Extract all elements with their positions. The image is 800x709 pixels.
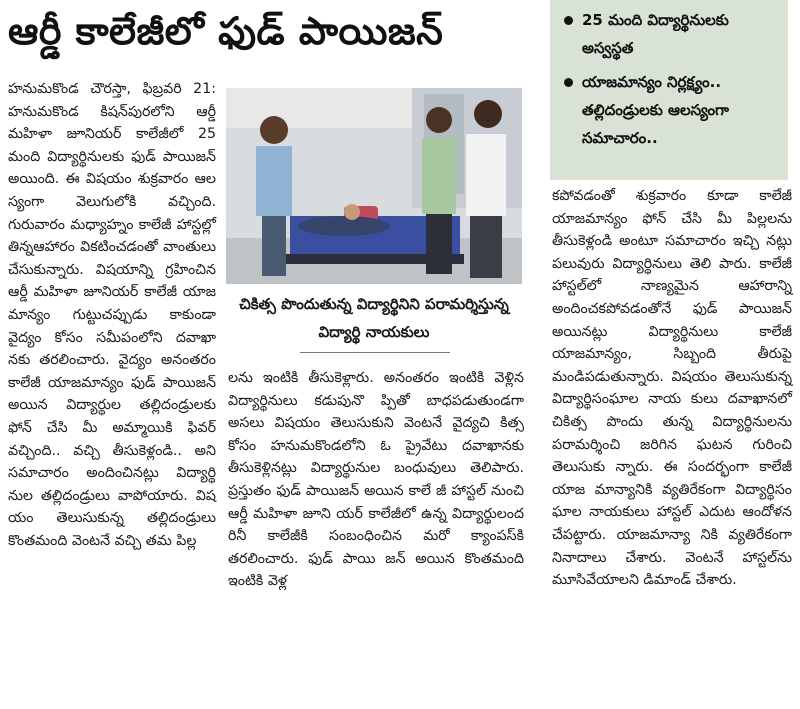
bullet-icon: [564, 16, 573, 25]
bullet-icon: [564, 78, 573, 87]
highlight-item: [560, 68, 778, 152]
headline: ఆర్డీ కాలేజీలో ఫుడ్ పాయిజన్: [8, 9, 444, 53]
highlight-item: [560, 6, 778, 62]
article-text: కపోవడంతో శుక్రవారం కూడా కాలేజీ యాజమాన్యం ఫోన్ చేసి మీ పిల్లలను తీసుకెళ్లండి అంటూ సమాచారం ఇచ్చి నట్లు పలువురు విద్యార్థినులు తెలి పారు. కాలేజీ హాస్టల్‌లో నాణ్యమైన ఆహారాన్ని అందించకపోవడంతోనే ఫుడ్ పాయిజన్ అయినట్లు విద్యార్థినులు కాలేజీ యాజమాన్యం, సిబ్బంది తీరుపై మండిపడుతున్నారు. విషయం తెలుసుకున్న విద్యార్థిసంఘాల నాయ కులు దవాఖానలో చికిత్స పొందు తున్న విద్యార్థినులను పరామర్శించి జరిగిన ఘటన గురించి తెలుసుకు న్నారు. ఈ సందర్భంగా కాలేజీ యాజ మాన్యానికి వ్యతిరేకంగా విద్యార్థిసం ఘాల నాయకులు హాస్టల్ ఎదుట ఆందోళన చేపట్టారు. యాజమాన్యా నికి వ్యతిరేకంగా నినాదాలు చేశారు. వెంటనే హాస్టల్‌ను మూసివేయాలని డిమాండ్ చేశారు.: [552, 188, 792, 589]
article-column-1: [8, 78, 216, 552]
news-photo: [226, 88, 522, 284]
article-column-3: [552, 185, 792, 592]
highlight-text: యాజమాన్యం నిర్లక్ష్యం.. తల్లిదండ్రులకు ఆలస్యంగా సమాచారం..: [582, 73, 729, 147]
photo-caption: చికిత్స పొందుతున్న విద్యార్థినిని పరామర్శిస్తున్న విద్యార్థి నాయకులు: [239, 295, 509, 341]
news-photo-illustration: [226, 88, 522, 284]
article-column-2: [228, 367, 524, 593]
highlights-box: [550, 0, 788, 180]
dateline: హనుమకొండ చౌరస్తా, ఫిబ్రవరి 21:: [8, 81, 216, 97]
caption-divider: [300, 352, 450, 353]
highlight-text: 25 మంది విద్యార్థినులకు అస్వస్థత: [582, 11, 729, 57]
article-text: హనుమకొండ కిషన్‌పురలోని ఆర్డీ మహిళా జూనియర్ కాలేజీలో 25 మంది విద్యార్థినులకు ఫుడ్ పాయిజన్ అయింది. ఈ విషయం శుక్రవారం ఆల స్యంగా వెలుగులోకి వచ్చింది. గురువారం మధ్యాహ్నం కాలేజీ హాస్టల్లో తిన్నఆహారం వికటించడంతో వాంతులు చేసుకున్నారు. విషయాన్ని గ్రహించిన ఆర్డీ మహిళా జూనియర్ కాలేజీ యాజ మాన్యం గుట్టుచప్పుడు కాకుండా వైద్యం కోసం సమీపంలోని దవాఖా నకు తరలించారు. వైద్యం అనంతరం కాలేజీ యాజమాన్యం ఫుడ్ పాయిజన్ అయిన విద్యార్థుల తల్లిదండ్రులకు ఫోన్ చేసి మీ అమ్మాయికి ఫివర్ వచ్చింది.. వచ్చి తీసుకెళ్లండి.. అని సమాచారం అందించినట్లు విద్యార్థి నుల తల్లిదండ్రులు వాపోయారు. విష యం తెలుసుకున్న తల్లిదండ్రులు కొంతమంది వెంటనే వచ్చి తమ పిల్ల: [8, 103, 216, 549]
article-text: లను ఇంటికి తీసుకెళ్లారు. అనంతరం ఇంటికి వెళ్లిన విద్యార్థినులు కడుపునొ ప్పితో బాధపడుతుండగా అసలు విషయం తెలుసుకుని వెంటనే వైద్యచి కిత్స కోసం హనుమకొండలోని ఓ ప్రైవేటు దవాఖానకు తీసుకెళ్లినట్లు విద్యార్థునుల బంధువులు తెలిపారు. ప్రస్తుతం ఫుడ్ పాయిజన్ అయిన కాలే జీ హాస్టల్ నుంచి ఆర్డీ మహిళా జూని యర్ కాలేజీలో ఉన్న విద్యార్థులంద రినీ కాలేజీకి సంబంధించిన మరో క్యాంపస్‌కి తరలించారు. ఫుడ్ పాయి జన్ అయిన కొంతమంది ఇంటికి వెళ్ల: [228, 370, 524, 590]
